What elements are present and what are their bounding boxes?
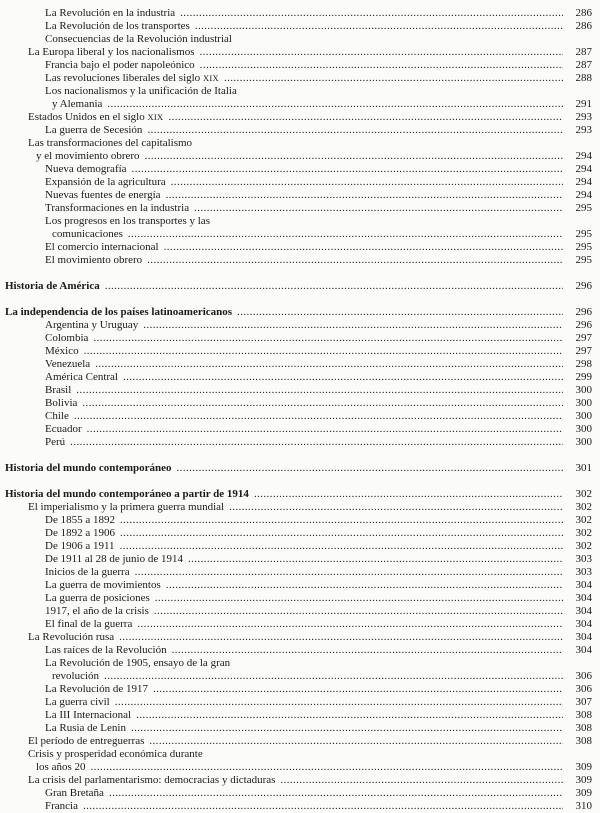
toc-entry-title: Historia de América — [5, 280, 100, 292]
page-number: 288 — [575, 72, 592, 84]
toc-entry-title: La Rusia de Lenin — [45, 722, 126, 734]
page-number: 295 — [575, 202, 592, 214]
toc-row — [5, 800, 592, 813]
toc-row — [5, 98, 592, 111]
toc-row — [5, 59, 592, 72]
page-number: 295 — [575, 254, 592, 266]
toc-entry-title: El final de la guerra — [45, 618, 133, 630]
toc-entry-title: La Revolución rusa — [28, 631, 115, 643]
roman-numeral-smallcaps: XIX — [202, 73, 219, 83]
toc-row — [5, 735, 592, 748]
dot-leader — [194, 202, 563, 215]
toc-entry-title: El imperialismo y la primera guerra mundial — [28, 501, 225, 513]
dot-leader — [105, 280, 563, 293]
toc-row — [5, 20, 592, 33]
page-number: 299 — [575, 371, 592, 383]
page-number: 309 — [575, 761, 592, 773]
dot-leader — [149, 735, 563, 748]
toc-row — [5, 46, 592, 59]
page-number: 293 — [575, 124, 592, 136]
page-number: 308 — [575, 722, 592, 734]
toc-entry-title: Bolivia — [45, 397, 78, 409]
toc-section-header-row — [5, 280, 592, 293]
page-number: 300 — [575, 423, 592, 435]
page-number: 304 — [575, 618, 592, 630]
toc-entry-title: La Revolución de los transportes — [45, 20, 190, 32]
dot-leader — [254, 488, 563, 501]
toc-row — [5, 358, 592, 371]
toc-row — [5, 241, 592, 254]
toc-row — [5, 787, 592, 800]
dot-leader — [104, 670, 563, 683]
toc-entry-title: Expansión de la agricultura — [45, 176, 166, 188]
toc-row — [5, 111, 592, 124]
dot-leader — [229, 501, 563, 514]
page-number: 306 — [575, 670, 592, 682]
toc-row — [5, 423, 592, 436]
page-number: 296 — [575, 306, 592, 318]
toc-row — [5, 85, 592, 98]
toc-row — [5, 670, 592, 683]
dot-leader — [180, 7, 563, 20]
toc-row — [5, 644, 592, 657]
toc-entry-title: Chile — [45, 410, 69, 422]
page-number: 294 — [575, 189, 592, 201]
toc-row — [5, 514, 592, 527]
page-number: 296 — [575, 280, 592, 292]
page-number: 287 — [575, 59, 592, 71]
dot-leader — [120, 514, 563, 527]
dot-leader — [145, 150, 563, 163]
dot-leader — [195, 20, 563, 33]
toc-entry-title: El comercio internacional — [45, 241, 159, 253]
page-number: 309 — [575, 787, 592, 799]
toc-entry-title: Perú — [45, 436, 66, 448]
dot-leader — [143, 319, 563, 332]
dot-leader — [119, 631, 563, 644]
page-number: 310 — [575, 800, 592, 812]
toc-entry-title: Crisis y prosperidad económica durante — [28, 748, 203, 760]
toc-row — [5, 566, 592, 579]
toc-entry-title: Francia — [45, 800, 78, 812]
toc-entry-title: De 1906 a 1911 — [45, 540, 115, 552]
toc-row — [5, 410, 592, 423]
toc-entry-title: La independencia de los países latinoamericanos — [5, 306, 233, 318]
toc-entry-title: Gran Bretaña — [45, 787, 104, 799]
page-number: 291 — [575, 98, 592, 110]
toc-entry-title: Colombia — [45, 332, 89, 344]
toc-entry-title: La Revolución de 1917 — [45, 683, 148, 695]
toc-entry-title: Historia del mundo contemporáneo — [5, 462, 172, 474]
page-number: 295 — [575, 228, 592, 240]
toc-entry-title: Los progresos en los transportes y las — [45, 215, 210, 227]
toc-entry-title: Argentina y Uruguay — [45, 319, 139, 331]
dot-leader — [120, 527, 563, 540]
toc-entry-title: Brasil — [45, 384, 72, 396]
toc-row — [5, 137, 592, 150]
dot-leader — [91, 761, 564, 774]
toc-row — [5, 631, 592, 644]
toc-section-header-row — [5, 306, 592, 319]
page-number: 304 — [575, 579, 592, 591]
toc-row — [5, 774, 592, 787]
toc-entry-title: Los nacionalismos y la unificación de Italia — [45, 85, 237, 97]
toc-row — [5, 709, 592, 722]
page-number: 287 — [575, 46, 592, 58]
page-number: 302 — [575, 540, 592, 552]
dot-leader — [84, 345, 563, 358]
toc-entry-title: y Alemania — [52, 98, 103, 110]
dot-leader — [280, 774, 563, 787]
page-number: 304 — [575, 631, 592, 643]
toc-entry-title: 1917, el año de la crisis — [45, 605, 149, 617]
toc-row — [5, 592, 592, 605]
toc-entry-title: El período de entreguerras — [28, 735, 145, 747]
page-number: 300 — [575, 384, 592, 396]
toc-row — [5, 202, 592, 215]
toc-row — [5, 254, 592, 267]
dot-leader — [166, 579, 563, 592]
page-number: 302 — [575, 527, 592, 539]
page-number: 306 — [575, 683, 592, 695]
toc-row — [5, 319, 592, 332]
toc-entry-title: América Central — [45, 371, 118, 383]
toc-row — [5, 189, 592, 202]
dot-leader — [224, 72, 563, 85]
page-number: 308 — [575, 709, 592, 721]
page-number: 303 — [575, 566, 592, 578]
toc-row — [5, 748, 592, 761]
toc-entry-title: La Revolución en la industria — [45, 7, 176, 19]
dot-leader — [188, 553, 563, 566]
toc-entry-title: La guerra de movimientos — [45, 579, 161, 591]
page-number: 301 — [575, 462, 592, 474]
toc-entry-title: Las raíces de la Revolución — [45, 644, 167, 656]
page-number: 298 — [575, 358, 592, 370]
toc-row — [5, 553, 592, 566]
page-number: 307 — [575, 696, 592, 708]
page-number: 297 — [575, 345, 592, 357]
toc-row — [5, 33, 592, 46]
dot-leader — [74, 410, 563, 423]
dot-leader — [131, 722, 563, 735]
dot-leader — [147, 124, 563, 137]
dot-leader — [109, 787, 563, 800]
dot-leader — [154, 605, 563, 618]
toc-entry-title: La crisis del parlamentarismo: democracias y dictaduras — [28, 774, 276, 786]
page-number: 304 — [575, 644, 592, 656]
toc-entry-title: El movimiento obrero — [45, 254, 143, 266]
page-number: 293 — [575, 111, 592, 123]
toc-entry-title: revolución — [52, 670, 100, 682]
toc-row — [5, 605, 592, 618]
toc-entry-title: La III Internacional — [45, 709, 132, 721]
toc-row — [5, 215, 592, 228]
toc-entry-title: los años 20 — [36, 761, 86, 773]
toc-section-header-row — [5, 488, 592, 501]
dot-leader — [153, 683, 563, 696]
dot-leader — [200, 59, 563, 72]
page-number: 294 — [575, 163, 592, 175]
toc-entry-title: La Revolución de 1905, ensayo de la gran — [45, 657, 231, 669]
toc-entry-title: Francia bajo el poder napoleónico — [45, 59, 195, 71]
toc-row — [5, 72, 592, 85]
toc-row — [5, 7, 592, 20]
page-number: 308 — [575, 735, 592, 747]
page-number: 302 — [575, 488, 592, 500]
toc-row — [5, 384, 592, 397]
toc-entry-title: Consecuencias de la Revolución industrial — [45, 33, 232, 45]
toc-list — [5, 7, 592, 813]
toc-entry-title: Nuevas fuentes de energía — [45, 189, 161, 201]
toc-row — [5, 397, 592, 410]
toc-row — [5, 124, 592, 137]
toc-row — [5, 176, 592, 189]
page-number: 296 — [575, 319, 592, 331]
toc-entry-title: Ecuador — [45, 423, 82, 435]
toc-row — [5, 332, 592, 345]
page-number: 302 — [575, 501, 592, 513]
page-number: 286 — [575, 20, 592, 32]
dot-leader — [147, 254, 563, 267]
page-number: 297 — [575, 332, 592, 344]
page-number: 303 — [575, 553, 592, 565]
toc-row — [5, 345, 592, 358]
dot-leader — [123, 371, 563, 384]
toc-entry-title: Nueva demografía — [45, 163, 127, 175]
toc-row — [5, 618, 592, 631]
dot-leader — [93, 332, 563, 345]
toc-row — [5, 761, 592, 774]
toc-entry-title: La guerra de Secesión — [45, 124, 143, 136]
toc-spacer — [5, 293, 592, 306]
page-number: 300 — [575, 410, 592, 422]
page-number: 300 — [575, 397, 592, 409]
toc-entry-title: Transformaciones en la industria — [45, 202, 190, 214]
page-number: 295 — [575, 241, 592, 253]
dot-leader — [76, 384, 563, 397]
toc-entry-title: Las transformaciones del capitalismo — [28, 137, 193, 149]
toc-spacer — [5, 449, 592, 462]
toc-section-header-row — [5, 462, 592, 475]
toc-entry-title: De 1911 al 28 de junio de 1914 — [45, 553, 183, 565]
toc-entry-title: De 1892 a 1906 — [45, 527, 115, 539]
toc-row — [5, 163, 592, 176]
toc-row — [5, 657, 592, 670]
dot-leader — [172, 644, 563, 657]
toc-entry-title: Las revoluciones liberales del siglo XIX — [45, 72, 219, 84]
dot-leader — [70, 436, 563, 449]
toc-row — [5, 228, 592, 241]
dot-leader — [136, 709, 563, 722]
toc-row — [5, 436, 592, 449]
toc-row — [5, 696, 592, 709]
page-number: 294 — [575, 150, 592, 162]
page-number: 300 — [575, 436, 592, 448]
toc-entry-title: La guerra de posiciones — [45, 592, 150, 604]
dot-leader — [177, 462, 563, 475]
dot-leader — [155, 592, 563, 605]
dot-leader — [120, 540, 563, 553]
toc-row — [5, 527, 592, 540]
dot-leader — [82, 397, 563, 410]
toc-entry-title: Inicios de la guerra — [45, 566, 130, 578]
page-number: 294 — [575, 176, 592, 188]
dot-leader — [168, 111, 563, 124]
dot-leader — [166, 189, 563, 202]
toc-entry-title: México — [45, 345, 79, 357]
toc-row — [5, 683, 592, 696]
toc-row — [5, 371, 592, 384]
page-number: 302 — [575, 514, 592, 526]
dot-leader — [237, 306, 563, 319]
toc-entry-title: De 1855 a 1892 — [45, 514, 115, 526]
page-number: 309 — [575, 774, 592, 786]
toc-entry-title: Venezuela — [45, 358, 91, 370]
dot-leader — [107, 98, 563, 111]
toc-entry-title: Estados Unidos en el siglo XIX — [28, 111, 164, 123]
page-number: 304 — [575, 605, 592, 617]
toc-spacer — [5, 475, 592, 488]
toc-entry-title: comunicaciones — [52, 228, 123, 240]
page-number: 304 — [575, 592, 592, 604]
dot-leader — [132, 163, 563, 176]
toc-row — [5, 579, 592, 592]
dot-leader — [171, 176, 563, 189]
toc-row — [5, 722, 592, 735]
toc-row — [5, 501, 592, 514]
dot-leader — [87, 423, 563, 436]
dot-leader — [135, 566, 563, 579]
dot-leader — [199, 46, 563, 59]
dot-leader — [137, 618, 563, 631]
roman-numeral-smallcaps: XIX — [147, 112, 164, 122]
toc-entry-title: Historia del mundo contemporáneo a partir de 1914 — [5, 488, 249, 500]
page-number: 286 — [575, 7, 592, 19]
dot-leader — [115, 696, 563, 709]
toc-row — [5, 540, 592, 553]
toc-row — [5, 150, 592, 163]
toc-entry-title: La guerra civil — [45, 696, 110, 708]
dot-leader — [128, 228, 563, 241]
toc-entry-title: La Europa liberal y los nacionalismos — [28, 46, 195, 58]
toc-spacer — [5, 267, 592, 280]
toc-entry-title: y el movimiento obrero — [36, 150, 140, 162]
dot-leader — [83, 800, 563, 813]
dot-leader — [95, 358, 563, 371]
dot-leader — [164, 241, 563, 254]
